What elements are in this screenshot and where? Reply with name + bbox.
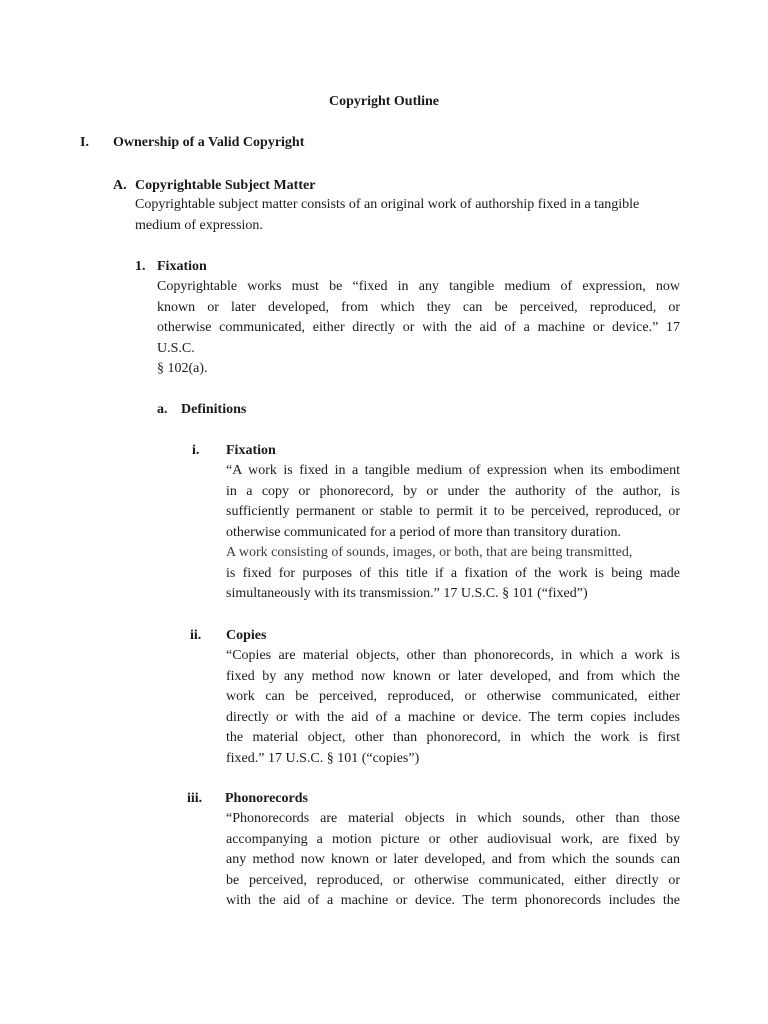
body-line: A work consisting of sounds, images, or both, that are being transmitted,: [226, 545, 633, 560]
section-1-body: [157, 277, 680, 380]
section-number: a.: [157, 402, 168, 417]
section-number: ii.: [190, 628, 202, 643]
section-heading: Fixation: [226, 443, 276, 458]
body-line: work can be perceived, reproduced, or otherwise communicated, either: [226, 689, 680, 704]
section-i-body: [226, 461, 680, 605]
section-i-heading-row: [80, 133, 304, 153]
body-line: is fixed for purposes of this title if a fixation of the work is being made: [226, 565, 680, 581]
section-iii-body: [226, 809, 680, 912]
section-i-lower-heading-row: [192, 441, 276, 461]
section-a-lower-heading-row: [157, 400, 246, 420]
body-line: known or later developed, from which they can be perceived, reproduced, or: [157, 299, 680, 315]
body-line: otherwise communicated for a period of more than transitory duration.: [226, 524, 621, 540]
section-a-body: [135, 195, 680, 236]
section-number: 1.: [135, 259, 146, 274]
section-a-heading-row: [113, 176, 315, 196]
section-heading: Fixation: [157, 259, 207, 274]
body-line: medium of expression.: [135, 217, 263, 233]
section-ii-body: [226, 646, 680, 769]
body-line: simultaneously with its transmission.” 17 U.S.C. § 101 (“fixed”): [226, 586, 588, 601]
section-heading: Definitions: [181, 402, 247, 417]
body-line: Copyrightable works must be “fixed in any tangible medium of expression, now: [157, 279, 680, 294]
section-number: iii.: [187, 791, 203, 806]
section-ii-heading-row: [190, 626, 266, 646]
section-iii-heading-row: [187, 789, 308, 809]
body-line: “Phonorecords are material objects in which sounds, other than those: [226, 811, 680, 826]
body-line: in a copy or phonorecord, by or under the authority of the author, is: [226, 483, 680, 499]
body-line: U.S.C.: [157, 340, 195, 356]
body-line: directly or with the aid of a machine or device. The term copies includes: [226, 709, 680, 725]
body-line: § 102(a).: [157, 361, 208, 376]
section-number: i.: [192, 443, 200, 458]
section-number: A.: [113, 178, 127, 193]
section-heading: Copies: [226, 628, 267, 643]
body-line: sufficiently permanent or stable to permit it to be perceived, reproduced, or: [226, 504, 680, 519]
body-line: be perceived, reproduced, or otherwise communicated, either directly or: [226, 872, 680, 888]
section-heading: Copyrightable Subject Matter: [135, 178, 316, 193]
body-line: otherwise communicated, either directly or with the aid of a machine or device.” 17: [157, 320, 680, 335]
section-heading: Ownership of a Valid Copyright: [113, 135, 305, 150]
body-line: any method now known or later developed, and from which the sounds can: [226, 852, 680, 867]
body-line: accompanying a motion picture or other audiovisual work, are fixed by: [226, 831, 680, 847]
body-line: “Copies are material objects, other than phonorecords, in which a work is: [226, 648, 680, 663]
section-number: I.: [80, 135, 89, 150]
body-line: fixed by any method now known or later developed, and from which the: [226, 668, 680, 684]
body-line: with the aid of a machine or device. The term phonorecords includes the: [226, 893, 680, 908]
body-line: “A work is fixed in a tangible medium of expression when its embodiment: [226, 463, 680, 478]
body-line: fixed.” 17 U.S.C. § 101 (“copies”): [226, 750, 420, 766]
document-title: Copyright Outline: [328, 94, 440, 109]
body-line: the material object, other than phonorecord, in which the work is first: [226, 730, 680, 745]
body-line: Copyrightable subject matter consists of an original work of authorship fixed in a tangible: [135, 197, 640, 212]
section-heading: Phonorecords: [225, 791, 308, 806]
section-1-heading-row: [135, 257, 207, 277]
